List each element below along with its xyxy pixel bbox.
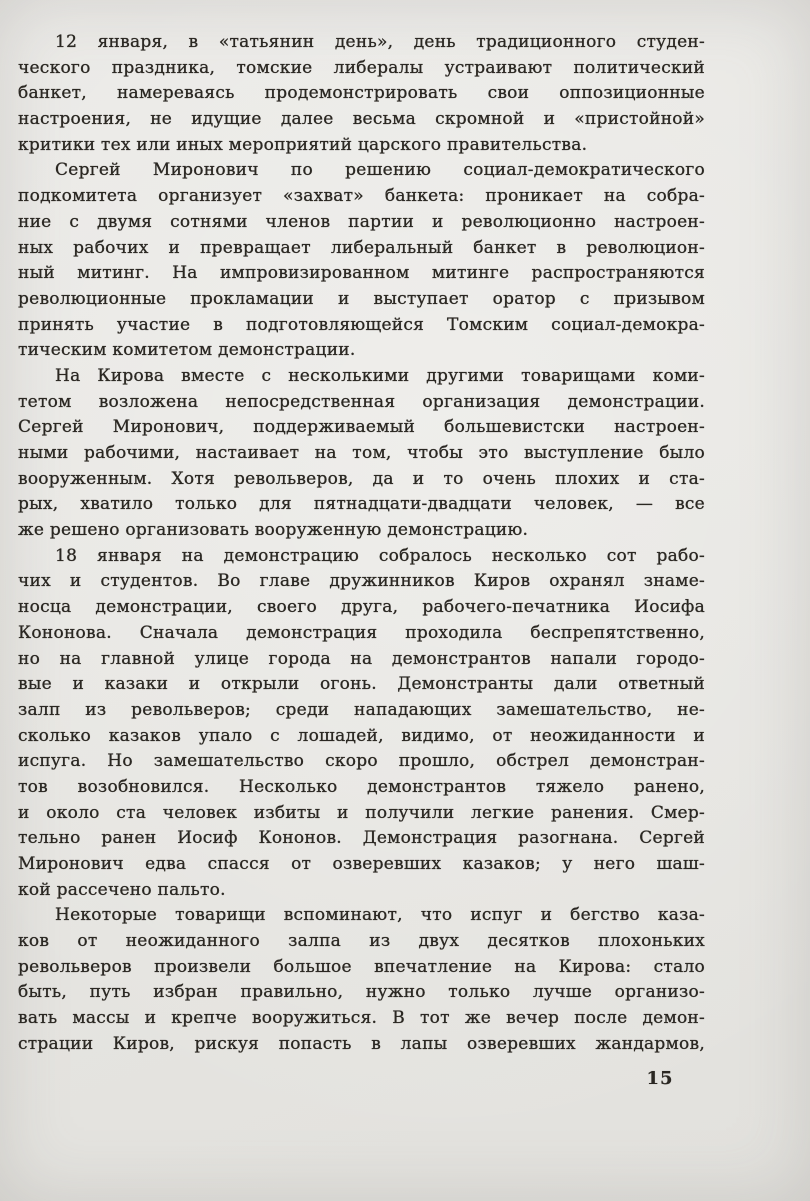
text-line: и около ста человек избиты и получили легкие ранения. Смер- <box>18 802 705 823</box>
paragraph <box>18 903 705 1057</box>
text-line: вать массы и крепче вооружиться. В тот же вечер после демон- <box>18 1008 705 1029</box>
text-line: ние с двумя сотнями членов партии и революционно настроен- <box>18 211 705 232</box>
text-line: ный митинг. На импровизированном митинге распространяются <box>18 263 705 284</box>
text-line: вые и казаки и открыли огонь. Демонстранты дали ответный <box>18 674 705 695</box>
paragraph <box>18 364 705 544</box>
text-line: На Кирова вместе с несколькими другими товарищами коми- <box>55 365 705 386</box>
text-line: подкомитета организует «захват» банкета: проникает на собра- <box>18 186 705 207</box>
text-line: сколько казаков упало с лошадей, видимо, от неожиданности и <box>18 725 705 746</box>
text-line: же решено организовать вооруженную демонстрацию. <box>18 520 529 541</box>
text-line: залп из револьверов; среди нападающих замешательство, не- <box>18 699 705 720</box>
text-line: тов возобновился. Несколько демонстрантов тяжело ранено, <box>18 776 705 797</box>
text-line: Сергей Миронович по решению социал-демократического <box>55 160 705 181</box>
text-line: ческого праздника, томские либералы устраивают политический <box>18 57 705 78</box>
text-line: тельно ранен Иосиф Кононов. Демонстрация разогнана. Сергей <box>18 828 705 849</box>
text-line: Миронович едва спасся от озверевших казаков; у него шаш- <box>18 854 705 874</box>
text-line: испуга. Но замешательство скоро прошло, обстрел демонстран- <box>18 751 705 772</box>
text-line: ных рабочих и превращает либеральный банкет в революцион- <box>18 237 705 258</box>
text-line: банкет, намереваясь продемонстрировать свои оппозиционные <box>18 83 705 104</box>
text-line: критики тех или иных мероприятий царского правительства. <box>18 134 588 155</box>
text-line: страции Киров, рискуя попасть в лапы озверевших жандармов, <box>18 1033 705 1054</box>
text-line: тическим комитетом демонстрации. <box>18 340 356 361</box>
text-line: тетом возложена непосредственная организация демонстрации. <box>18 391 705 412</box>
text-line: Кононова. Сначала демонстрация проходила беспрепятственно, <box>18 622 705 643</box>
paragraph <box>18 30 705 158</box>
text-line: носца демонстрации, своего друга, рабочего-печатника Иосифа <box>18 597 705 618</box>
text-line: чих и студентов. Во главе дружинников Киров охранял знаме- <box>18 571 705 592</box>
text-line: принять участие в подготовляющейся Томским социал-демокра- <box>18 314 705 335</box>
paragraph <box>18 158 705 364</box>
text-line: Некоторые товарищи вспоминают, что испуг и бегство каза- <box>55 905 705 926</box>
text-line: настроения, не идущие далее весьма скромной и «пристойной» <box>18 109 705 130</box>
page-text-block <box>18 30 705 1058</box>
text-line: быть, путь избран правильно, нужно только лучше организо- <box>18 982 705 1003</box>
text-line: ков от неожиданного залпа из двух десятков плохоньких <box>18 931 705 952</box>
text-line: ными рабочими, настаивает на том, чтобы это выступление было <box>18 443 705 463</box>
page-number: 15 <box>646 1068 674 1089</box>
text-line: рых, хватило только для пятнадцати-двадцати человек, — все <box>18 494 705 515</box>
text-line: но на главной улице города на демонстрантов напали городо- <box>18 648 705 669</box>
paragraph <box>18 544 705 904</box>
text-line: Сергей Миронович, поддерживаемый большевистски настроен- <box>18 417 705 438</box>
text-line: 12 января, в «татьянин день», день традиционного студен- <box>55 32 705 52</box>
text-line: революционные прокламации и выступает оратор с призывом <box>18 288 705 309</box>
text-line: револьверов произвели большое впечатление на Кирова: стало <box>18 956 705 977</box>
text-line: вооруженным. Хотя револьверов, да и то очень плохих и ста- <box>18 468 705 489</box>
text-line: кой рассечено пальто. <box>18 879 226 900</box>
text-line: 18 января на демонстрацию собралось несколько сот рабо- <box>55 545 705 566</box>
